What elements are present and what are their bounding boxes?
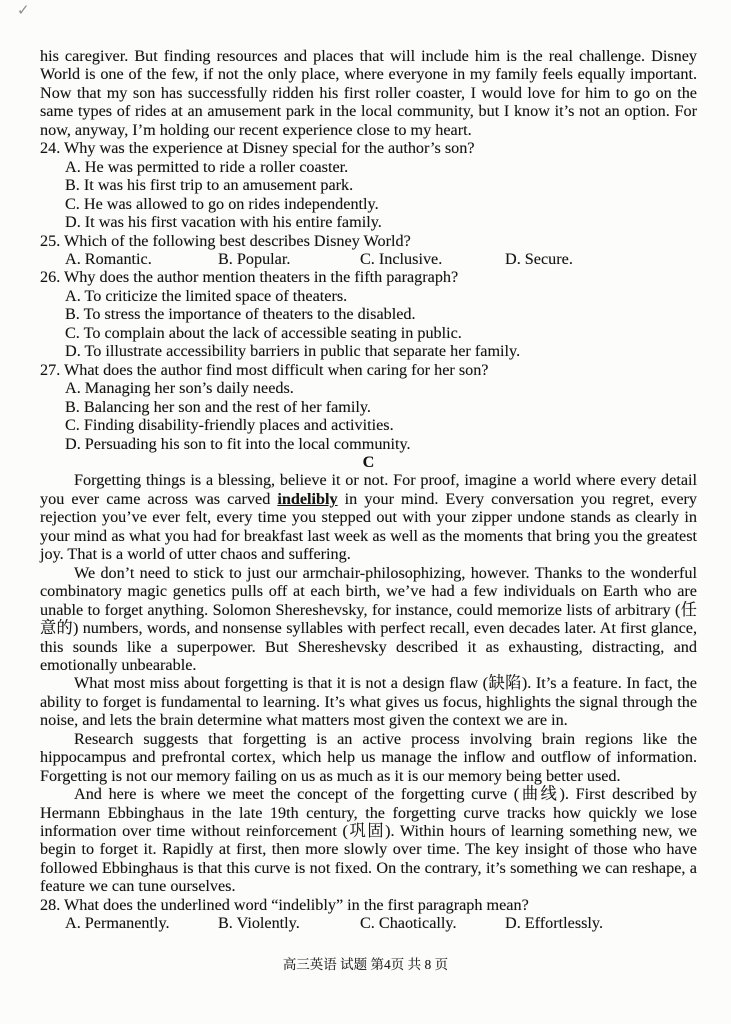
check-mark-icon: ✓: [17, 1, 30, 19]
question-26-option-d: D. To illustrate accessibility barriers in public that separate her family.: [65, 342, 521, 361]
passage-p1-after: in your mind. Every conversation you regret, every rejection you’ve ever felt, every time you stepped out with your zipper undone stands as clearly in your mind as what you had for breakfast last week as well as the moments that bring you the greatest joy. That is a world of utter chaos and suffering.: [40, 489, 697, 564]
question-28: [40, 896, 697, 933]
question-25-option-d: D. Secure.: [505, 249, 573, 268]
question-28-option-a: A. Permanently.: [65, 914, 170, 933]
passage-paragraph-4: Research suggests that forgetting is an active process involving brain regions like the hippocampus and prefrontal cortex, which help us manage the inflow and outflow of information. Forgetting is not our memory failing on us as much as it is our memory being better used.: [40, 729, 697, 785]
question-25-stem: 25. Which of the following best describes Disney World?: [40, 231, 411, 250]
passage-paragraph-3: What most miss about forgetting is that it is not a design flaw (缺陷). It’s a feature. In fact, the ability to forget is fundamental to learning. It’s what gives us focus, highlights the signal through the noise, and lets the brain determine what matters most given the context we are in.: [40, 674, 697, 730]
question-27: [40, 361, 697, 453]
passage-paragraph-2: We don’t need to stick to just our armchair-philosophizing, however. Thanks to the wonderful combinatory magic genetics pulls off at each birth, we’ve had a few individuals on Earth who are unable to forget anything. Solomon Shereshevsky, for instance, could memorize lists of arbitrary (任意的) numbers, words, and nonsense syllables with perfect recall, even decades later. At first glance, this sounds like a superpower. But Shereshevsky described it as exhausting, distracting, and emotionally unbearable.: [40, 563, 697, 674]
question-28-option-b: B. Violently.: [218, 914, 300, 933]
question-28-option-c: C. Chaotically.: [360, 914, 457, 933]
section-c-heading: C: [362, 452, 375, 471]
question-26-option-b: B. To stress the importance of theaters to the disabled.: [65, 305, 416, 324]
question-24: [40, 139, 697, 231]
question-24-option-d: D. It was his first vacation with his entire family.: [65, 213, 382, 232]
question-27-option-b: B. Balancing her son and the rest of her family.: [65, 397, 371, 416]
intro-paragraph: his caregiver. But finding resources and places that will include him is the real challenge. Disney World is one of the few, if not the only place, where everyone in my family feels equally important. Now that my son has successfully ridden his first roller coaster, I would love for him to go on the same types of rides at an amusement park in the local community, but I know it’s not an option. For now, anyway, I’m holding our recent experience close to my heart.: [40, 47, 697, 139]
question-26: [40, 268, 697, 360]
question-26-option-a: A. To criticize the limited space of theaters.: [65, 286, 348, 305]
question-25-option-b: B. Popular.: [218, 249, 291, 268]
passage-p1-before: Forgetting things is a blessing, believe it or not. For proof, imagine a world where every detail you ever came across was carved: [40, 471, 697, 508]
question-28-stem: 28. What does the underlined word “indelibly” in the first paragraph mean?: [40, 895, 529, 914]
passage-paragraph-1: [40, 471, 697, 563]
page-content: [40, 47, 697, 933]
question-25-options: [40, 250, 697, 268]
question-28-options: [40, 914, 697, 932]
question-25-option-c: C. Inclusive.: [360, 249, 443, 268]
question-27-stem: 27. What does the author find most difficult when caring for her son?: [40, 360, 489, 379]
question-26-stem: 26. Why does the author mention theaters in the fifth paragraph?: [40, 268, 459, 287]
question-25: [40, 232, 697, 269]
question-27-option-c: C. Finding disability-friendly places and activities.: [65, 416, 394, 435]
underlined-word-indelibly: indelibly: [277, 489, 338, 508]
question-28-option-d: D. Effortlessly.: [505, 914, 604, 933]
question-24-stem: 24. Why was the experience at Disney special for the author’s son?: [40, 139, 475, 158]
passage-paragraph-5: And here is where we meet the concept of the forgetting curve (曲线). First described by Hermann Ebbinghaus in the late 19th century, the forgetting curve tracks how quickly we lose information over time without reinforcement (巩固). Within hours of learning something new, we begin to forget it. Rapidly at first, then more slowly over time. The key insight of those who have followed Ebbinghaus is that this curve is not fixed. On the contrary, it’s something we can reshape, a feature we can tune ourselves.: [40, 785, 697, 896]
question-24-option-a: A. He was permitted to ride a roller coaster.: [65, 157, 349, 176]
question-26-option-c: C. To complain about the lack of accessible seating in public.: [65, 323, 462, 342]
question-27-option-d: D. Persuading his son to fit into the local community.: [65, 434, 411, 453]
question-25-option-a: A. Romantic.: [65, 249, 152, 268]
question-24-option-b: B. It was his first trip to an amusement park.: [65, 176, 354, 195]
question-27-option-a: A. Managing her son’s daily needs.: [65, 379, 294, 398]
question-24-option-c: C. He was allowed to go on rides independently.: [65, 194, 379, 213]
page-footer: 高三英语 试题 第4页 共 8 页: [282, 957, 449, 972]
